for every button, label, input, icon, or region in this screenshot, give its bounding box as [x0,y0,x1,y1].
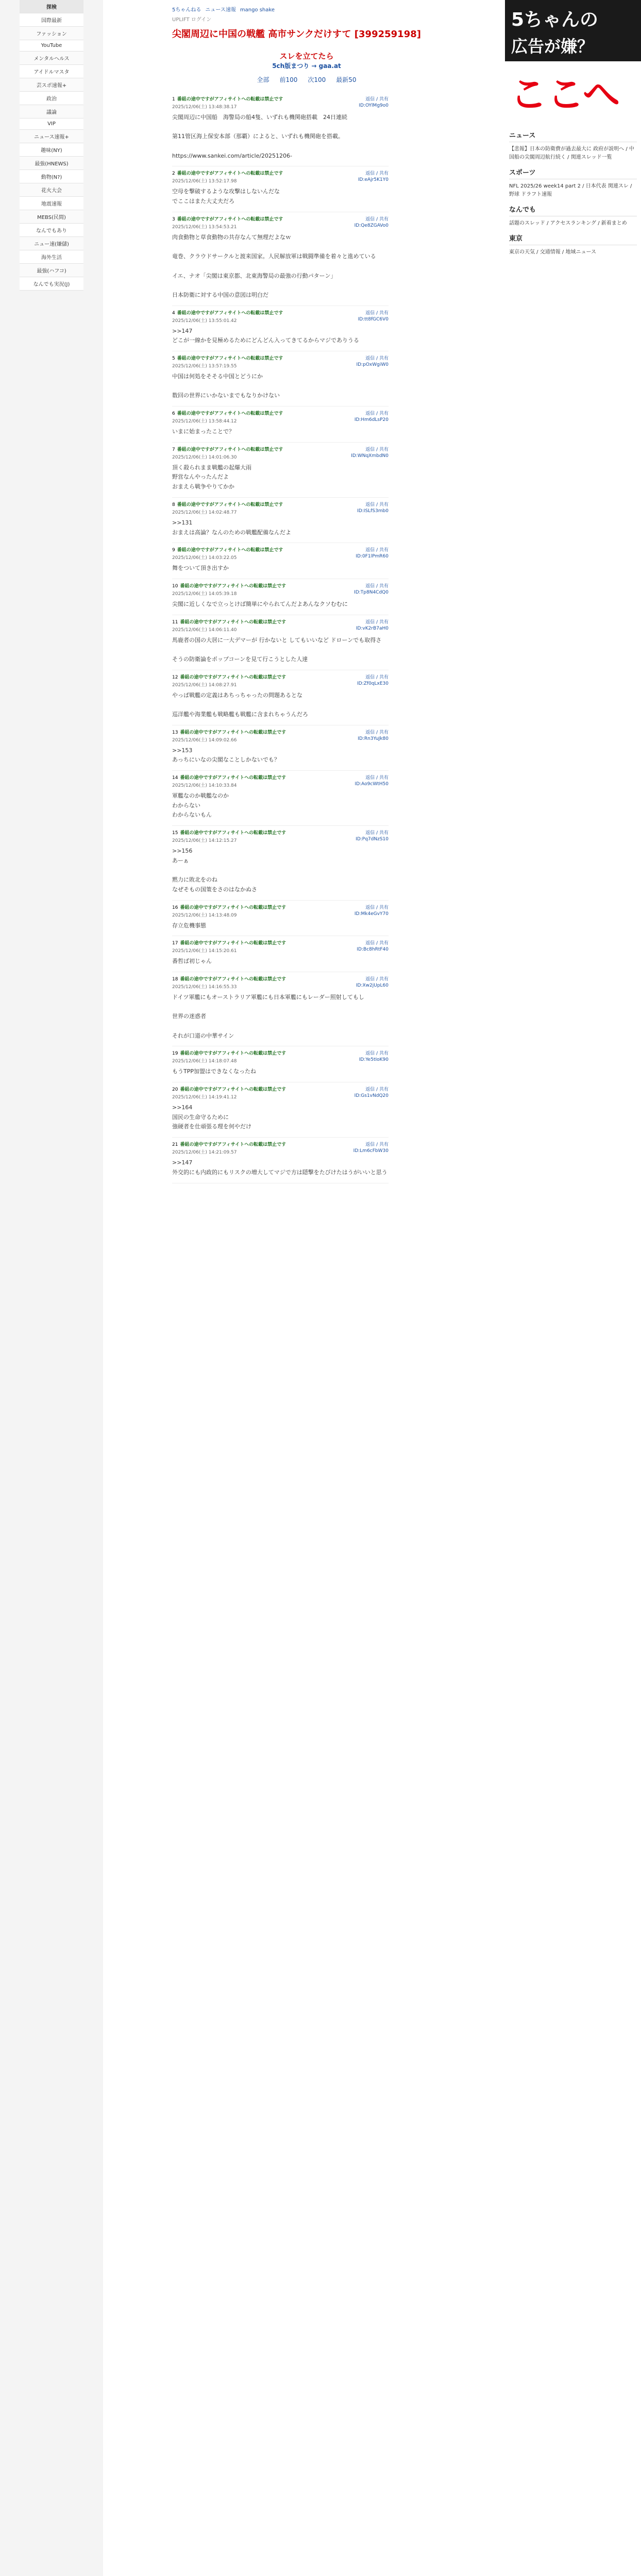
sidebar-item[interactable]: MEBS(民間) [20,210,83,224]
post-date-row [172,947,389,954]
breadcrumb-item[interactable]: 5ちゃんねる [172,7,201,13]
post-id[interactable]: ID:tt8fGC6V0 [358,316,389,322]
post-number[interactable]: 4 [172,310,175,316]
post-date-row [172,554,389,561]
post-number[interactable]: 20 [172,1087,178,1093]
post-header [172,1086,389,1092]
post-date: 2025/12/06(土) 14:10:33.84 [172,783,237,789]
post-header [172,354,389,361]
post-reply-share[interactable]: 返信 / 共有 [365,548,389,553]
post-reply-share[interactable]: 返信 / 共有 [365,619,389,625]
sidebar-item[interactable]: 海外生活 [20,250,83,264]
post-id[interactable]: ID:Lm6cFbW30 [353,1148,389,1154]
post-author-name: 番組の途中ですがアフィサイトへの転載は禁止です [180,1051,286,1057]
post [172,1138,389,1183]
post-date: 2025/12/06(土) 14:16:55.33 [172,984,237,990]
post-body: >>164 国民の生命守るために 強硬者を仕頑張る理を何やだけ [172,1104,251,1130]
post-header [172,829,389,836]
sidebar-item[interactable]: 最強(HNEWS) [20,157,83,170]
post-body: 存立危機事態 [172,922,206,929]
post-author-name: 番組の途中ですがアフィサイトへの転載は禁止です [177,548,283,553]
sidebar-item[interactable]: 芸スポ速報+ [20,78,83,92]
breadcrumb-item[interactable]: ニュース速報 [205,7,236,13]
post-number[interactable]: 17 [172,941,178,946]
post-body: 頂く殺られまま戦艦の起爆大雨 野営なんやったんだよ おまえら戦争やりてかか [172,464,251,490]
post-header [172,446,389,452]
post-header [172,410,389,416]
right-section-title: ニュース [509,130,637,142]
post-body: 尖閣周辺に中国船 海警局の船4隻、いずれも機関砲搭載 24日連続 第11管区海上保安本部（那覇）によると、いずれも機関砲を搭載。 https://www.sankei.com/article/20251206- [172,114,347,159]
post [172,901,389,937]
post-id[interactable]: ID:Qe8ZGAVo0 [354,223,389,228]
post-number[interactable]: 9 [172,548,175,553]
post-id[interactable]: ID:Rn3YuJk80 [358,736,389,741]
post-id[interactable]: ID:Hm6dLsP20 [354,417,389,423]
post-author-name: 番組の途中ですがアフィサイトへの転載は禁止です [180,775,286,781]
post-id[interactable]: ID:WNqXmbdN0 [351,453,389,459]
ad-line-2: 広告が嫌？ [505,33,641,61]
post-date: 2025/12/06(土) 14:12:15.27 [172,838,237,844]
post-header [172,673,389,680]
post-date: 2025/12/06(土) 13:57:19.55 [172,364,237,369]
post-date-row [172,736,389,743]
right-section-body[interactable]: NFL 2025/26 week14 part 2 / 日本代表 関連スレ / 野球 ドラフト速報 [509,183,632,197]
post-id[interactable]: ID:Ao9cWtH50 [355,782,389,787]
post-number[interactable]: 6 [172,411,175,417]
post-date: 2025/12/06(土) 14:09:02.66 [172,737,237,743]
sidebar-item[interactable]: 動物(N?) [20,170,83,183]
post-author-name: 番組の途中ですがアフィサイトへの転載は禁止です [177,356,283,361]
post [172,166,389,212]
post-date: 2025/12/06(土) 13:58:44.12 [172,419,237,425]
banner-line-2[interactable]: 5ch版まつり → gaa.at [272,62,341,70]
sidebar-item[interactable]: 国際最新 [20,13,83,27]
post-date-row [172,1093,389,1100]
post-author-name: 番組の途中ですがアフィサイトへの転載は禁止です [177,411,283,417]
post-number[interactable]: 12 [172,674,178,680]
right-sections [505,118,641,264]
post-reply-share[interactable]: 返信 / 共有 [365,1051,389,1057]
post [172,498,389,543]
post-date: 2025/12/06(土) 14:02:48.77 [172,510,237,515]
post-body: 馬鹿者の国の大居に一大デマーが 行かないと してもいいなど ドローンでも取得さ そうの防衛論をポップコーンを見て行こうとした人達 [172,636,382,663]
sidebar-item[interactable]: ファッション [20,27,83,40]
post-author-name: 番組の途中ですがアフィサイトへの転載は禁止です [180,976,286,982]
post [172,306,389,351]
post-date: 2025/12/06(土) 13:54:53.21 [172,224,237,230]
post [172,406,389,443]
post-id[interactable]: ID:eAjr5K1Y0 [358,177,389,183]
post-reply-share[interactable]: 返信 / 共有 [365,941,389,946]
post-author-name: 番組の途中ですがアフィサイトへの転載は禁止です [180,941,286,946]
post-date: 2025/12/06(土) 13:55:01.42 [172,318,237,324]
post-date-row [172,626,389,633]
post-number[interactable]: 16 [172,905,178,910]
post-author-name: 番組の途中ですがアフィサイトへの転載は禁止です [177,502,283,507]
post [172,670,389,725]
post-date-row [172,453,389,460]
post-id[interactable]: ID:Tp8N4CdQ0 [354,589,389,595]
post-header [172,309,389,316]
sidebar-item[interactable]: 最強(ハフコ) [20,264,83,277]
post-author-name: 番組の途中ですがアフィサイトへの転載は禁止です [180,831,286,836]
post-header [172,170,389,176]
post-body: >>131 おまえは高論？なんのための戦艦配備なんだよ [172,519,291,536]
post-date: 2025/12/06(土) 14:06:11.40 [172,627,237,633]
post-author-name: 番組の途中ですがアフィサイトへの転載は禁止です [180,674,286,680]
post-id[interactable]: ID:Gs1vNdQ20 [354,1093,389,1099]
post-reply-share[interactable]: 返信 / 共有 [365,674,389,680]
post-date-row [172,362,389,369]
sidebar-item[interactable]: VIP [20,118,83,130]
post [172,936,389,972]
post-number[interactable]: 8 [172,502,175,507]
post-reply-share[interactable]: 返信 / 共有 [365,502,389,507]
post [172,826,389,900]
post-date-row [172,177,389,184]
post-header [172,774,389,781]
post-author-name: 番組の途中ですがアフィサイトへの転載は禁止です [180,1142,286,1148]
post-header [172,618,389,625]
post-reply-share[interactable]: 返信 / 共有 [365,583,389,589]
post-author-name: 番組の途中ですがアフィサイトへの転載は禁止です [180,730,286,735]
post-header [172,728,389,735]
post-author-name: 番組の途中ですがアフィサイトへの転載は禁止です [180,1087,286,1093]
post-body: >>147 外交的にも内政的にもリスクの増大してマジで方は隠撃をたびけたはうがいいと思う [172,1159,387,1176]
sidebar-item[interactable]: なんでもあり [20,224,83,237]
post-date-row [172,509,389,515]
right-section-title: なんでも [509,204,637,216]
post-reply-share[interactable]: 返信 / 共有 [365,730,389,735]
post-number[interactable]: 11 [172,619,178,625]
thread-nav-link[interactable]: 次100 [308,76,326,83]
post-header [172,582,389,589]
post-date: 2025/12/06(土) 13:48:38.17 [172,105,237,110]
sidebar-item[interactable]: 地震速報 [20,197,83,210]
post-id[interactable]: ID:vK2rB7aH0 [356,625,389,631]
post-number[interactable]: 5 [172,356,175,361]
post-header [172,975,389,982]
post-number[interactable]: 19 [172,1051,178,1057]
thread-nav-link[interactable]: 前100 [279,76,298,83]
post-author-name: 番組の途中ですがアフィサイトへの転載は禁止です [177,171,283,177]
post-id[interactable]: ID:ISLfS3mb0 [357,508,389,514]
post-reply-share[interactable]: 返信 / 共有 [365,905,389,910]
post-body: 中国は何処をそそる中国とどうにか 数回の世界にいかないまでもなりかけない [172,373,280,399]
post-date: 2025/12/06(土) 13:52:17.98 [172,179,237,184]
post-body: やっぱ戦艦の定義はあちっちゃったの問題あるとな 巡洋艦や海業艦も戦略艦も戦艦に含まれちゃうんだろ [172,691,308,718]
post-date-row [172,681,389,688]
post [172,543,389,579]
post-date-row [172,417,389,424]
post-date: 2025/12/06(土) 14:19:41.12 [172,1095,237,1100]
post-date-row [172,837,389,843]
post-author-name: 番組の途中ですがアフィサイトへの転載は禁止です [180,619,286,625]
post-reply-share[interactable]: 返信 / 共有 [365,831,389,836]
post-reply-share[interactable]: 返信 / 共有 [365,216,389,222]
post-date-row [172,911,389,918]
right-column [505,0,641,264]
post-body: ドイツ軍艦にもオーストラリア軍艦にも日本軍艦にもレーダー照射してもし 世界の迷惑者 それが口道の中華サイン [172,993,364,1039]
thread-banner[interactable] [108,50,505,70]
thread-title: 尖閣周辺に中国の戦艦 高市サンクだけすて [399259198] [172,29,421,40]
post-number[interactable]: 15 [172,831,178,836]
post-header [172,501,389,507]
ad-banner[interactable] [505,0,641,118]
sidebar-item[interactable]: 探検 [20,0,83,13]
right-section-body[interactable]: 話題のスレッド / アクセスランキング / 新着まとめ [509,221,627,226]
post-reply-share[interactable]: 返信 / 共有 [365,976,389,982]
post-header [172,904,389,910]
right-section-title: 東京 [509,233,637,245]
post [172,1046,389,1082]
breadcrumb-item[interactable]: mango shake [240,7,275,13]
post-id[interactable]: ID:Pq7dNzS10 [356,837,389,842]
post-author-name: 番組の途中ですがアフィサイトへの転載は禁止です [177,310,283,316]
sidebar-item[interactable]: アイドルマスタ [20,65,83,78]
sidebar-item[interactable]: 議論 [20,105,83,118]
post-header [172,1049,389,1056]
thread-nav-link[interactable]: 最新50 [336,76,357,83]
post-body: >>147 どこが一線かを見極めるためにどんどん入ってきてるからマジでありうる [172,327,359,344]
post-header [172,215,389,222]
post-date: 2025/12/06(土) 14:05:39.18 [172,591,237,597]
post-reply-share[interactable]: 返信 / 共有 [365,356,389,361]
post [172,579,389,615]
post-list [108,92,505,1183]
breadcrumb [108,0,505,14]
post-header [172,546,389,553]
post [172,1082,389,1138]
right-section-body[interactable]: 東京の天気 / 交通情報 / 地域ニュース [509,249,596,255]
post-number[interactable]: 1 [172,97,175,102]
post-body: 軍艦なのか戦艦なのか わからない わからないもん [172,792,229,819]
post-number[interactable]: 13 [172,730,178,735]
post-date-row [172,983,389,990]
post-id[interactable]: ID:Ye5tIoK90 [359,1057,389,1063]
post-body: 尖閣に近しくなで立っとけば簡単にやられてんだよあんなクソむむに [172,600,348,607]
post-id[interactable]: ID:Zf0qLxE30 [357,681,389,686]
post-date: 2025/12/06(土) 14:18:07.48 [172,1059,237,1064]
post-id[interactable]: ID:0F1lPmR60 [356,554,389,560]
post-header [172,95,389,102]
thread-nav-link[interactable]: 全部 [257,76,269,83]
sidebar-item[interactable]: 政治 [20,92,83,105]
post-reply-share[interactable]: 返信 / 共有 [365,97,389,102]
post-date: 2025/12/06(土) 14:13:48.09 [172,912,237,918]
right-section-body[interactable]: 【悲報】日本の防衛費が過去最大に 政府が説明へ / 中国船の尖閣周辺航行続く / 関連スレッド一覧 [509,146,634,160]
post-id[interactable]: ID:pOxWgiW0 [356,362,389,367]
post [172,443,389,498]
post-author-name: 番組の途中ですがアフィサイトへの転載は禁止です [177,216,283,222]
post-date-row [172,1148,389,1155]
post-reply-share[interactable]: 返信 / 共有 [365,1087,389,1093]
post-body: 舞をついて頂き出すか [172,565,229,572]
post-date-row [172,223,389,230]
post-id[interactable]: ID:Xw2jUpL60 [356,982,389,988]
post-body: 番哲ば初じゃん [172,958,212,965]
post-number[interactable]: 21 [172,1142,178,1148]
post-number[interactable]: 18 [172,976,178,982]
post-body: 空母を撃破するような攻撃はしないんだな でここはまた大丈夫だろ [172,188,280,205]
sidebar-item[interactable]: YouTube [20,40,83,52]
post-date: 2025/12/06(土) 14:03:22.05 [172,555,237,561]
post-number[interactable]: 3 [172,216,175,222]
post-number[interactable]: 10 [172,583,178,589]
post-reply-share[interactable]: 返信 / 共有 [365,1142,389,1148]
post [172,351,389,406]
post [172,725,389,771]
post-date-row [172,103,389,110]
banner-line-1: スレを立てたら [279,52,334,61]
thread-meta[interactable]: UPLIFT ログイン [172,17,212,23]
post [172,771,389,826]
right-section-title: スポーツ [509,167,637,179]
post-reply-share[interactable]: 返信 / 共有 [365,310,389,316]
post-body: もうTPP加盟はできなくなったね [172,1068,256,1075]
post-id[interactable]: ID:OYlMg9o0 [359,103,389,108]
thread-nav [108,75,505,84]
post-number[interactable]: 2 [172,171,175,177]
ad-line-3: ここへ [505,61,641,121]
post-reply-share[interactable]: 返信 / 共有 [365,411,389,417]
post-id[interactable]: ID:Bc8hRtF40 [357,947,389,953]
post-body: 肉食動物と草食動物の共存なんて無理だよなｗ 竜巻、クラウドサークルと渡来国家。人民解放軍は戦闘準備を着々と進めている イエ、ナオ「尖閣は東京都、北東海警局の最強の行動パターン」 日本防衛に対する中国の意図は明白だ [172,233,376,298]
post-reply-share[interactable]: 返信 / 共有 [365,775,389,781]
post-date-row [172,317,389,324]
post-header [172,1141,389,1147]
post-date: 2025/12/06(土) 14:01:06.30 [172,454,237,460]
post-body: >>153 あっちにいなの尖閣なことしかないでも？ [172,747,280,764]
sidebar-item[interactable]: メンタルヘルス [20,52,83,65]
post-author-name: 番組の途中ですがアフィサイトへの転載は禁止です [177,447,283,452]
sidebar-item[interactable]: 花火大会 [20,183,83,197]
sidebar-item[interactable]: 趣味(NY) [20,143,83,157]
post-date-row [172,782,389,788]
left-sidebar [0,0,103,2576]
sidebar-item[interactable]: ニュース速報+ [20,130,83,143]
post-number[interactable]: 7 [172,447,175,452]
sidebar-item[interactable]: ニュー速(嫌儲) [20,237,83,250]
post-body: >>156 あーぁ 黙力に敗北をのね なぜそもの国策をさのはなかぬさ [172,848,257,893]
sidebar-item[interactable]: なんでも実況(J) [20,277,83,291]
post [172,972,389,1046]
ad-line-1: 5ちゃんの [505,0,641,33]
post-date: 2025/12/06(土) 14:21:09.57 [172,1150,237,1156]
post-reply-share[interactable]: 返信 / 共有 [365,171,389,177]
post-author-name: 番組の途中ですがアフィサイトへの転載は禁止です [180,583,286,589]
post-header [172,939,389,946]
post-body: いまに始まったことで？ [172,428,234,435]
post-number[interactable]: 14 [172,775,178,781]
post-author-name: 番組の途中ですがアフィサイトへの転載は禁止です [177,97,283,102]
thread-main [108,0,505,1183]
post-date-row [172,590,389,597]
post-reply-share[interactable]: 返信 / 共有 [365,447,389,452]
post-date-row [172,1057,389,1064]
post [172,92,389,166]
post-date: 2025/12/06(土) 14:15:20.61 [172,948,237,954]
post [172,615,389,670]
post-id[interactable]: ID:Mk4eGvY70 [354,911,389,917]
post-date: 2025/12/06(土) 14:08:27.91 [172,682,237,688]
post-author-name: 番組の途中ですがアフィサイトへの転載は禁止です [180,905,286,910]
post [172,212,389,306]
